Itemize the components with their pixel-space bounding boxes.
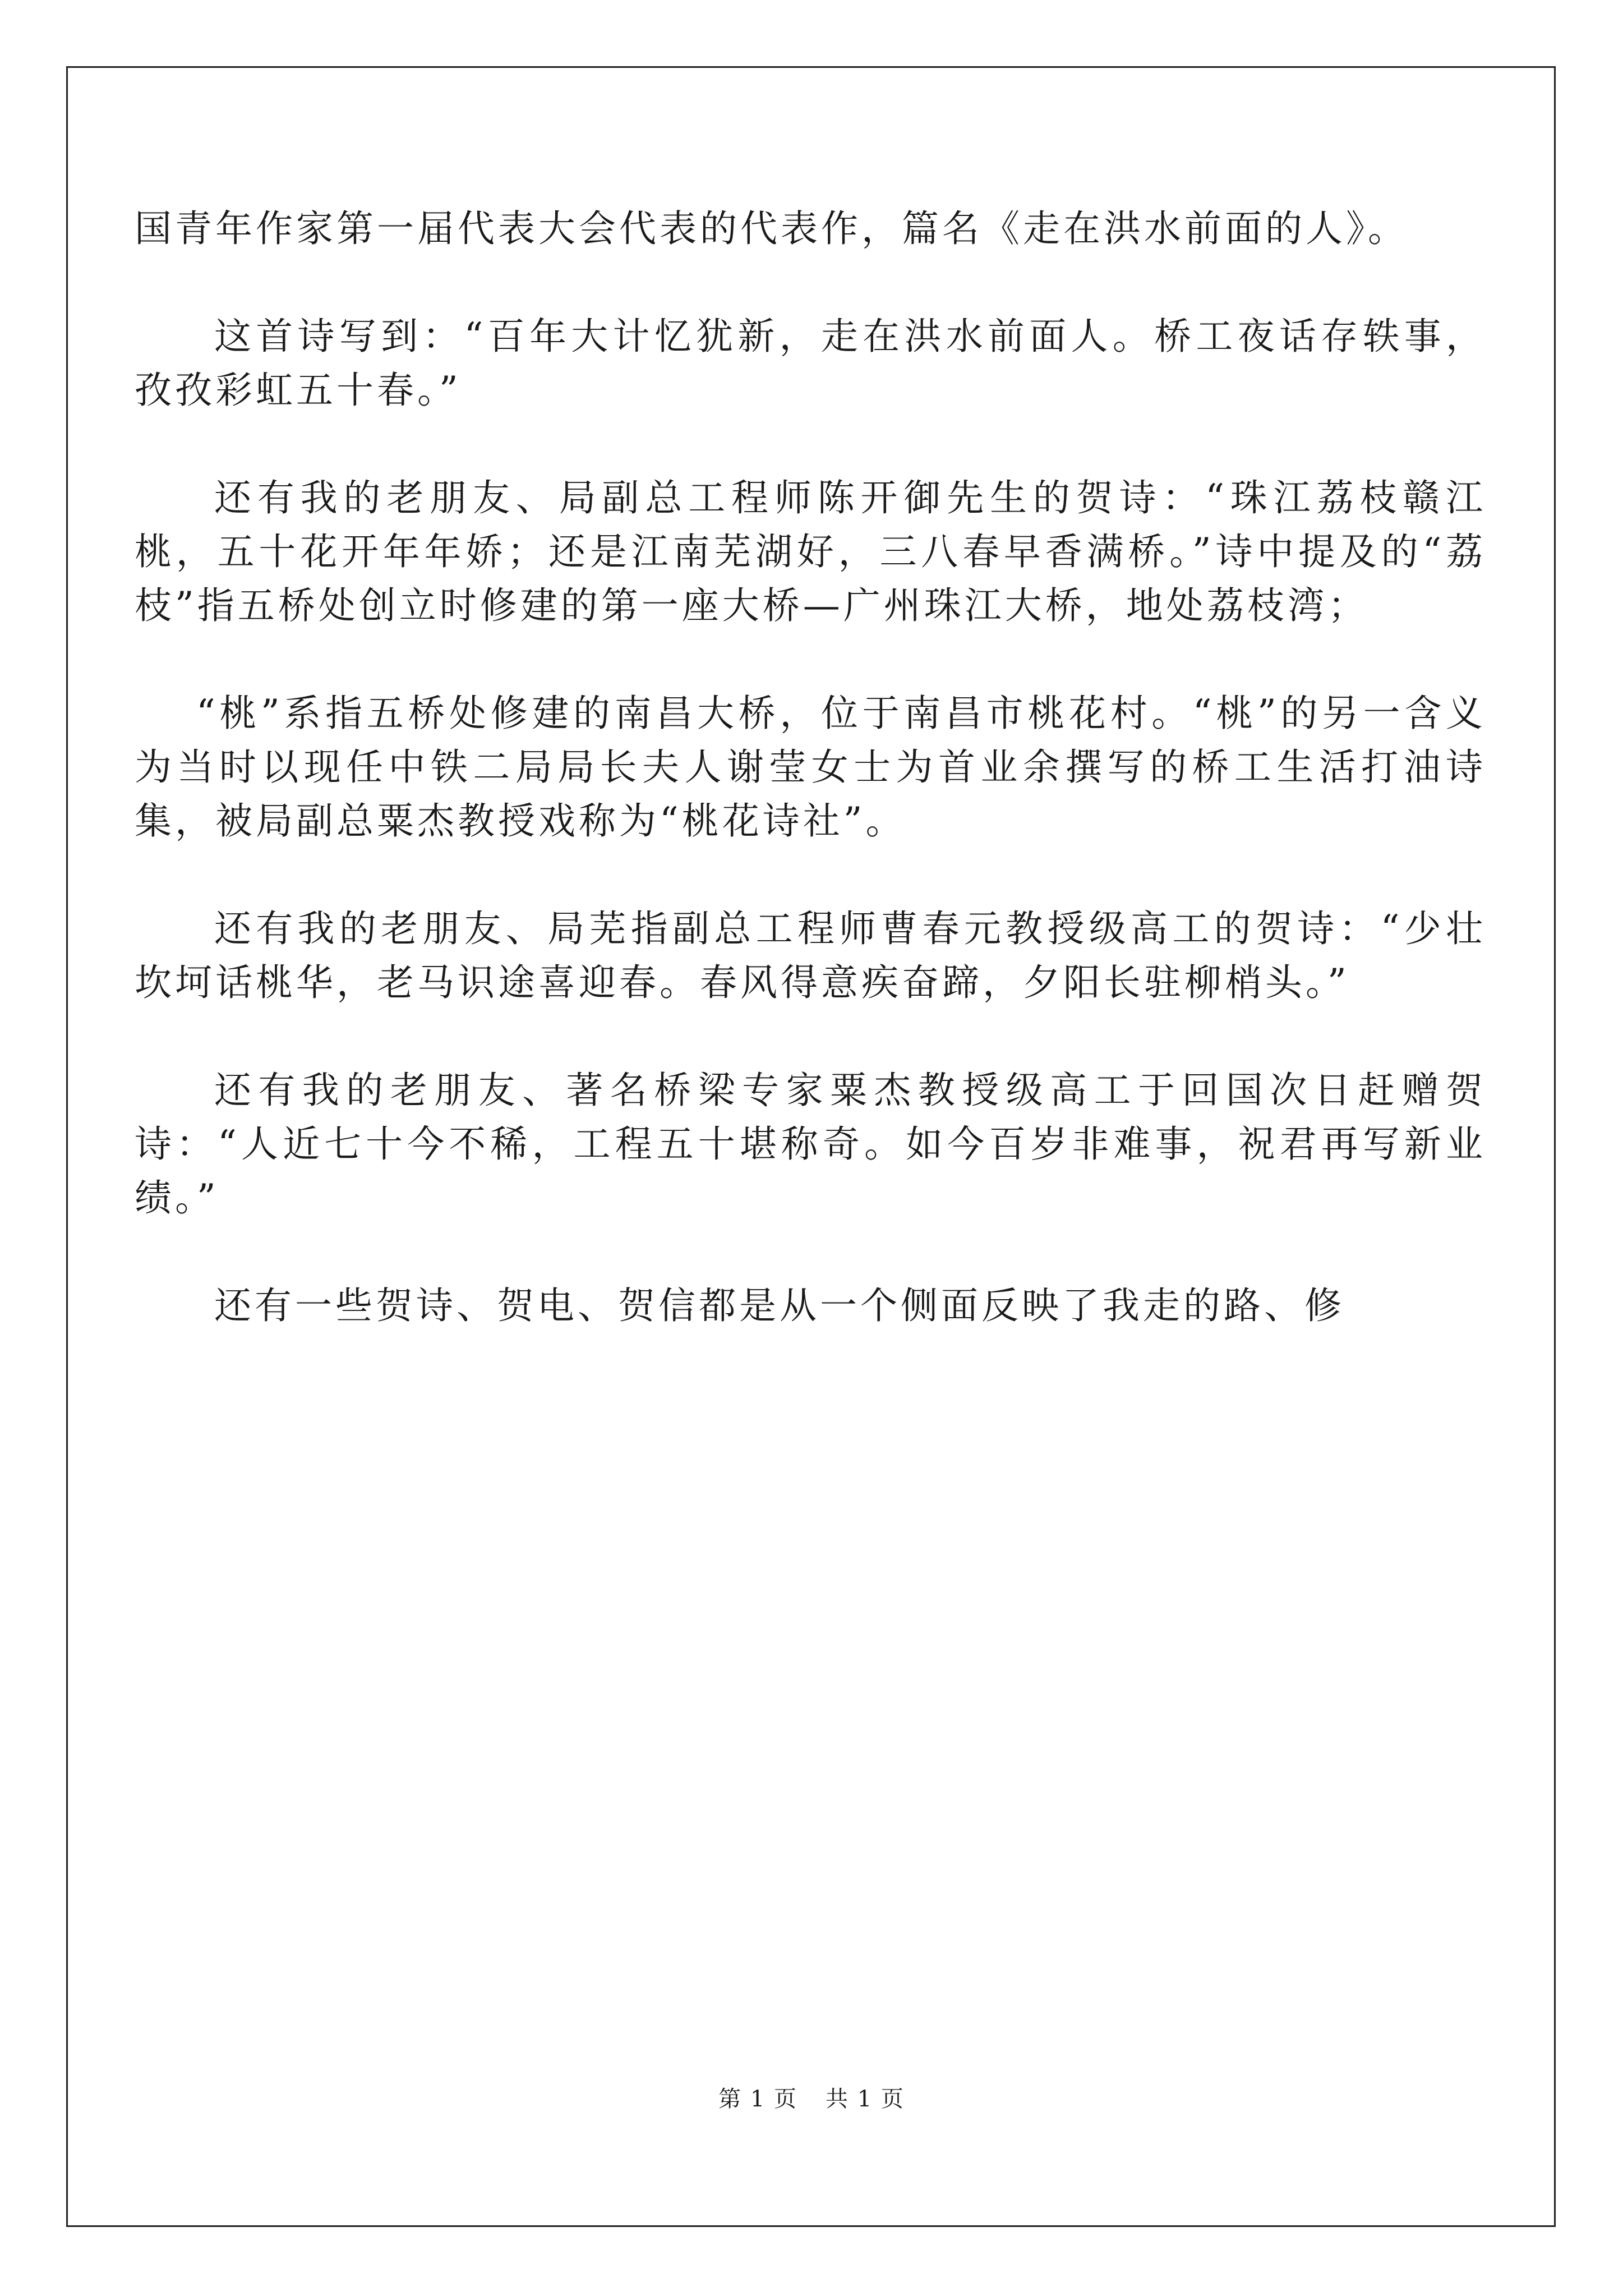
document-body <box>135 202 1486 1387</box>
paragraph-7: 还有一些贺诗、贺电、贺信都是从一个侧面反映了我走的路、修 <box>214 1284 1345 1327</box>
paragraph-1: 国青年作家第一届代表大会代表的代表作，篇名《走在洪水前面的人》。 <box>135 207 1408 250</box>
paragraph-3: 还有我的老朋友、局副总工程师陈开御先生的贺诗：“珠江荔枝赣江桃，五十花开年年娇；还是江南芜湖好，三八春早香满桥。”诗中提及的“荔枝”指五桥处创立时修建的第一座大桥—广州珠江大桥，地处荔枝湾； <box>135 476 1486 627</box>
paragraph-2: 这首诗写到：“百年大计忆犹新，走在洪水前面人。桥工夜话存轶事，孜孜彩虹五十春。” <box>135 315 1486 412</box>
page-footer <box>0 2081 1623 2113</box>
page-number: 第 1 页 <box>718 2086 797 2112</box>
paragraph-5: 还有我的老朋友、局芜指副总工程师曹春元教授级高工的贺诗：“少壮坎坷话桃华，老马识途喜迎春。春风得意疾奋蹄，夕阳长驻柳梢头。” <box>135 907 1486 1004</box>
paragraph-6: 还有我的老朋友、著名桥梁专家粟杰教授级高工于回国次日赶赠贺诗：“人近七十今不稀，工程五十堪称奇。如今百岁非难事，祝君再写新业绩。” <box>135 1069 1486 1220</box>
page-total: 共 1 页 <box>826 2086 905 2112</box>
paragraph-4: “桃”系指五桥处修建的南昌大桥，位于南昌市桃花村。“桃”的另一含义为当时以现任中铁二局局长夫人谢莹女士为首业余撰写的桥工生活打油诗集，被局副总粟杰教授戏称为“桃花诗社”。 <box>135 692 1486 843</box>
